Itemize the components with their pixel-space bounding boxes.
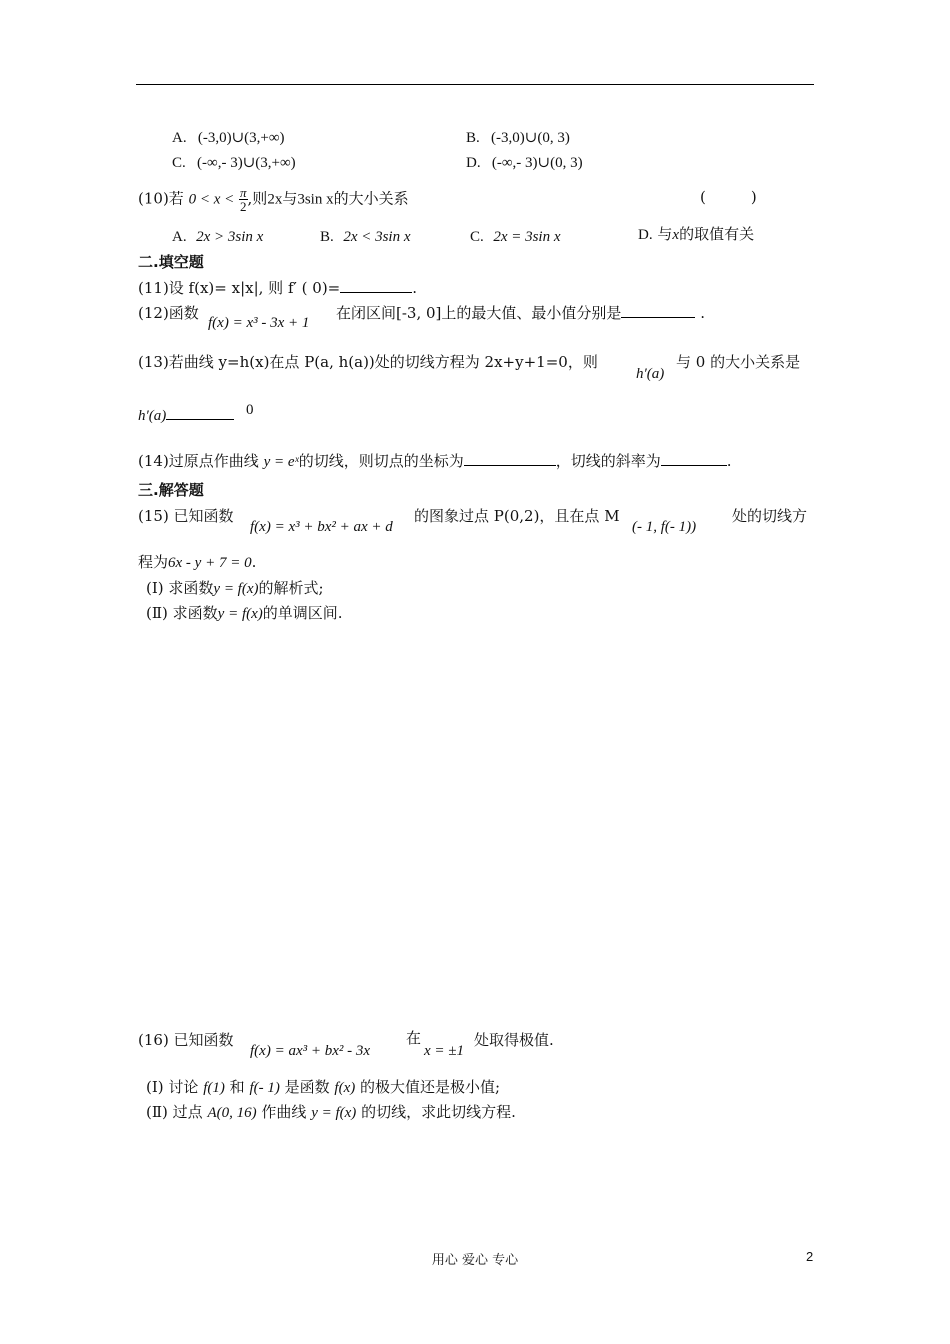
text: 的大小关系: [333, 189, 409, 208]
text: 的单调区间.: [262, 604, 343, 622]
condition: 0 < x <: [188, 191, 235, 208]
q16-part2: [146, 1102, 516, 1123]
q13: [138, 352, 598, 372]
text: 的解析式;: [258, 579, 324, 597]
q15-stem: [138, 506, 234, 526]
q10-option-c: [470, 226, 561, 247]
text: 程为: [138, 553, 169, 571]
text: (Ⅱ) 求函数: [146, 604, 218, 622]
math: x: [672, 227, 680, 243]
text: (Ⅱ) 过点: [146, 1103, 203, 1121]
option-label: A.: [172, 130, 187, 146]
option-label: C.: [470, 229, 484, 245]
text: 和: [229, 1078, 245, 1096]
option-text: 2x > 3sin x: [196, 229, 264, 245]
pi-over-2-fraction: [239, 186, 248, 213]
option-label: B.: [320, 229, 334, 245]
q13-answer: [138, 405, 234, 426]
q11: [138, 278, 417, 298]
q15-part2: [146, 603, 343, 624]
question-number: (10)若: [138, 189, 184, 208]
math: A(0, 16): [207, 1105, 257, 1121]
text: (13)若曲线 y=h(x)在点 P(a, h(a))处的切线方程为 2x+y+1=0，则: [138, 353, 598, 371]
q10-option-d: [638, 224, 754, 245]
math: f(1): [203, 1080, 225, 1096]
q12-function: f(x) = x³ - 3x + 1: [208, 315, 310, 331]
text: (12)函数: [138, 304, 199, 322]
frac-den: 2: [240, 199, 247, 214]
q15-mid: 的图象过点 P(0,2)，且在点 M: [414, 507, 620, 525]
q13-zero: 0: [246, 402, 254, 418]
answer-blank[interactable]: [464, 451, 556, 466]
q15-function: f(x) = x³ + bx² + ax + d: [250, 519, 393, 535]
option-text: (-∞,- 3)∪(3,+∞): [197, 155, 296, 171]
answer-blank[interactable]: [340, 278, 412, 293]
option-text: (-3,0)∪(0, 3): [491, 130, 570, 146]
text: (Ⅰ) 求函数: [146, 579, 214, 597]
q12: [138, 303, 199, 323]
option-label: A.: [172, 229, 187, 245]
q9-option-a: [172, 128, 285, 148]
math: y = f(x): [311, 1105, 357, 1121]
q13-tail: 与 0 的大小关系是: [676, 353, 801, 371]
text: ,则: [247, 189, 268, 208]
text: (Ⅰ) 讨论: [146, 1078, 199, 1096]
option-text: 2x < 3sin x: [343, 229, 411, 245]
q16-cond: x = ±1: [424, 1043, 465, 1059]
q9-option-d: [466, 153, 583, 173]
q16-part1: [146, 1077, 500, 1098]
text: 作曲线: [261, 1103, 307, 1121]
page-footer: 用心 爱心 专心: [431, 1253, 519, 1268]
text: 在闭区间[-3, 0]上的最大值、最小值分别是: [336, 304, 622, 322]
q10-stem: [138, 186, 409, 213]
q15-point: (- 1, f(- 1)): [632, 519, 697, 535]
q12-rest: [336, 303, 705, 323]
text: .: [700, 304, 705, 322]
text: ，切线的斜率为: [555, 452, 661, 470]
text: .: [726, 452, 732, 470]
math: y = f(x): [217, 606, 263, 622]
math: 2x: [267, 191, 283, 208]
q9-option-b: [466, 128, 570, 148]
option-text: (-∞,- 3)∪(0, 3): [491, 155, 583, 171]
q16-function: f(x) = ax³ + bx² - 3x: [250, 1043, 371, 1059]
text: 的切线，则切点的坐标为: [298, 452, 464, 470]
section-title: 三.解答题: [138, 481, 204, 499]
answer-blank[interactable]: [166, 405, 234, 420]
text: 与: [282, 189, 298, 208]
q16-zai: 在: [406, 1029, 422, 1047]
text: (16) 已知函数: [138, 1031, 234, 1049]
math: h′(a): [138, 408, 167, 424]
answer-blank[interactable]: [621, 303, 695, 318]
option-text: (-3,0)∪(3,+∞): [197, 130, 285, 146]
section-title: 二.填空题: [138, 253, 204, 271]
header-rule: [136, 84, 814, 85]
option-text: 与: [657, 225, 673, 243]
answer-paren: ( ): [700, 188, 757, 206]
option-text: 2x = 3sin x: [493, 229, 561, 245]
math: y = f(x): [213, 581, 259, 597]
q16-tail: 处取得极值.: [474, 1031, 554, 1049]
option-label: C.: [172, 155, 186, 171]
q10-option-b: [320, 226, 411, 247]
text: .: [251, 553, 257, 571]
q15-part1: [146, 578, 324, 599]
q14: [138, 451, 732, 472]
option-text: 的取值有关: [679, 225, 755, 243]
q15-line2: [138, 552, 256, 573]
answer-blank[interactable]: [661, 451, 727, 466]
math: 3sin x: [297, 191, 334, 208]
option-label: D.: [466, 155, 481, 171]
page-number: 2: [806, 1249, 814, 1264]
option-label: D.: [638, 227, 653, 243]
option-label: B.: [466, 130, 480, 146]
text: (14)过原点作曲线: [138, 452, 259, 470]
q15-tail: 处的切线方: [732, 507, 808, 525]
text: 的切线，求此切线方程.: [361, 1103, 516, 1121]
q9-option-c: [172, 153, 296, 173]
text: (11)设 f(x)= x|x|, 则 f′ ( 0)=: [138, 279, 341, 297]
text: (15) 已知函数: [138, 507, 234, 525]
q16-stem: [138, 1030, 234, 1050]
math: f(- 1): [249, 1080, 280, 1096]
math: 6x - y + 7 = 0: [168, 555, 252, 571]
text: 的极大值还是极小值;: [360, 1078, 501, 1096]
q13-ha: h′(a): [636, 366, 665, 382]
math: f(x): [334, 1080, 356, 1096]
text: 是函数: [284, 1078, 330, 1096]
q10-option-a: [172, 226, 263, 247]
text: .: [412, 279, 418, 297]
frac-num: π: [240, 185, 247, 200]
math: y = eˣ: [263, 454, 299, 470]
